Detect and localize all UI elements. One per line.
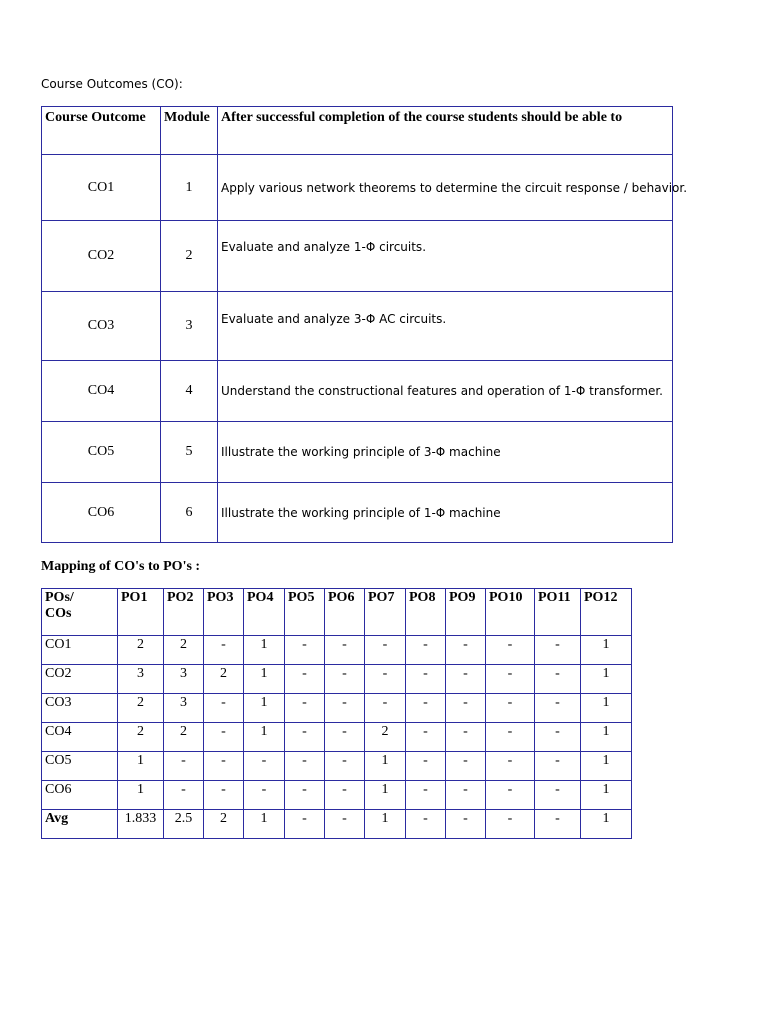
mapping-cell: 1 xyxy=(581,665,632,694)
mapping-cell: - xyxy=(446,636,486,665)
mapping-cell: - xyxy=(325,723,365,752)
co-label: CO4 xyxy=(42,361,161,422)
co-description: Evaluate and analyze 1-Φ circuits. xyxy=(218,221,673,292)
mapping-cell: 1 xyxy=(244,665,285,694)
header-po12: PO12 xyxy=(581,589,632,636)
mapping-cell: - xyxy=(486,781,535,810)
corner-header xyxy=(42,589,118,636)
mapping-cell: 1 xyxy=(581,723,632,752)
mapping-cell: - xyxy=(285,694,325,723)
mapping-cell: - xyxy=(446,752,486,781)
co-description: Illustrate the working principle of 1-Φ machine xyxy=(218,483,673,543)
mapping-row-label: CO2 xyxy=(42,665,118,694)
header-po10: PO10 xyxy=(486,589,535,636)
mapping-cell: 1 xyxy=(365,752,406,781)
mapping-cell: - xyxy=(285,636,325,665)
header-po3: PO3 xyxy=(204,589,244,636)
mapping-cell: 1 xyxy=(581,781,632,810)
mapping-cell: 1 xyxy=(244,694,285,723)
mapping-row xyxy=(42,781,632,810)
header-po11: PO11 xyxy=(535,589,581,636)
mapping-row xyxy=(42,752,632,781)
mapping-cell: - xyxy=(486,810,535,839)
mapping-cell: - xyxy=(406,665,446,694)
mapping-cell: - xyxy=(204,752,244,781)
mapping-body xyxy=(42,636,632,839)
header-po4: PO4 xyxy=(244,589,285,636)
mapping-cell: - xyxy=(204,781,244,810)
mapping-cell: - xyxy=(535,694,581,723)
mapping-row xyxy=(42,694,632,723)
co-row xyxy=(42,292,673,361)
mapping-cell: - xyxy=(325,636,365,665)
mapping-cell: - xyxy=(486,694,535,723)
mapping-cell: 3 xyxy=(164,694,204,723)
mapping-cell: - xyxy=(285,810,325,839)
mapping-cell: 2 xyxy=(118,723,164,752)
mapping-cell: 1.833 xyxy=(118,810,164,839)
mapping-cell: - xyxy=(535,636,581,665)
mapping-cell: - xyxy=(486,752,535,781)
mapping-cell: - xyxy=(204,636,244,665)
course-outcomes-table xyxy=(41,106,688,543)
mapping-cell: - xyxy=(325,752,365,781)
mapping-cell: - xyxy=(204,723,244,752)
mapping-cell: - xyxy=(325,781,365,810)
mapping-cell: - xyxy=(446,694,486,723)
co-label: CO1 xyxy=(42,155,161,221)
header-module: Module xyxy=(161,107,218,155)
page-title: Course Outcomes (CO): xyxy=(41,77,183,91)
mapping-cell: - xyxy=(535,665,581,694)
co-row xyxy=(42,155,673,221)
mapping-cell: 3 xyxy=(118,665,164,694)
co-module: 2 xyxy=(161,221,218,292)
co-table-header-row xyxy=(42,107,673,155)
mapping-cell: - xyxy=(285,781,325,810)
header-po5: PO5 xyxy=(285,589,325,636)
header-description: After successful completion of the course students should be able to xyxy=(218,107,673,155)
mapping-cell: - xyxy=(446,723,486,752)
co-row xyxy=(42,221,673,292)
co-description: Evaluate and analyze 3-Φ AC circuits. xyxy=(218,292,673,361)
mapping-cell: - xyxy=(446,810,486,839)
mapping-cell: 1 xyxy=(118,752,164,781)
co-description: Apply various network theorems to determine the circuit response / behavior. xyxy=(218,155,673,221)
mapping-row-label: CO5 xyxy=(42,752,118,781)
mapping-cell: - xyxy=(406,694,446,723)
mapping-cell: - xyxy=(365,665,406,694)
co-label: CO3 xyxy=(42,292,161,361)
mapping-cell: 1 xyxy=(581,636,632,665)
mapping-cell: - xyxy=(325,665,365,694)
mapping-cell: - xyxy=(285,752,325,781)
header-po7: PO7 xyxy=(365,589,406,636)
mapping-cell: - xyxy=(535,810,581,839)
mapping-cell: - xyxy=(535,781,581,810)
corner-header-line1: POs/ xyxy=(45,590,74,605)
mapping-cell: - xyxy=(325,810,365,839)
mapping-cell: 2.5 xyxy=(164,810,204,839)
mapping-row-label: CO6 xyxy=(42,781,118,810)
co-label: CO6 xyxy=(42,483,161,543)
mapping-cell: - xyxy=(446,781,486,810)
mapping-cell: - xyxy=(406,636,446,665)
co-row xyxy=(42,483,673,543)
mapping-cell: 1 xyxy=(244,810,285,839)
co-description: Illustrate the working principle of 3-Φ machine xyxy=(218,422,673,483)
co-description: Understand the constructional features and operation of 1-Φ transformer. xyxy=(218,361,673,422)
co-module: 1 xyxy=(161,155,218,221)
co-module: 3 xyxy=(161,292,218,361)
mapping-header-row xyxy=(42,589,632,636)
mapping-cell: - xyxy=(486,723,535,752)
mapping-cell: - xyxy=(406,810,446,839)
mapping-cell: - xyxy=(285,665,325,694)
co-row xyxy=(42,422,673,483)
mapping-cell: 1 xyxy=(244,723,285,752)
mapping-row xyxy=(42,636,632,665)
mapping-cell: 2 xyxy=(204,665,244,694)
mapping-cell: - xyxy=(244,752,285,781)
co-label: CO2 xyxy=(42,221,161,292)
mapping-cell: 1 xyxy=(118,781,164,810)
mapping-cell: - xyxy=(365,636,406,665)
mapping-cell: 2 xyxy=(118,694,164,723)
mapping-cell: 1 xyxy=(581,752,632,781)
co-po-mapping-table xyxy=(41,588,632,839)
mapping-title: Mapping of CO's to PO's : xyxy=(41,559,201,574)
co-module: 5 xyxy=(161,422,218,483)
mapping-cell: 2 xyxy=(164,636,204,665)
mapping-cell: - xyxy=(406,752,446,781)
mapping-cell: - xyxy=(406,723,446,752)
co-row xyxy=(42,361,673,422)
header-po2: PO2 xyxy=(164,589,204,636)
header-po1: PO1 xyxy=(118,589,164,636)
mapping-cell: - xyxy=(164,752,204,781)
mapping-cell: 1 xyxy=(581,810,632,839)
mapping-cell: - xyxy=(535,723,581,752)
mapping-cell: - xyxy=(446,665,486,694)
mapping-cell: - xyxy=(365,694,406,723)
mapping-cell: - xyxy=(535,752,581,781)
mapping-cell: 2 xyxy=(365,723,406,752)
mapping-cell: - xyxy=(406,781,446,810)
mapping-cell: - xyxy=(164,781,204,810)
mapping-cell: - xyxy=(204,694,244,723)
co-module: 6 xyxy=(161,483,218,543)
mapping-cell: 2 xyxy=(204,810,244,839)
mapping-cell: 2 xyxy=(118,636,164,665)
mapping-cell: 1 xyxy=(365,781,406,810)
mapping-cell: - xyxy=(285,723,325,752)
mapping-cell: 1 xyxy=(581,694,632,723)
mapping-row-label: CO3 xyxy=(42,694,118,723)
mapping-row-label: CO4 xyxy=(42,723,118,752)
mapping-cell: 1 xyxy=(244,636,285,665)
header-po6: PO6 xyxy=(325,589,365,636)
mapping-row xyxy=(42,723,632,752)
mapping-row xyxy=(42,665,632,694)
mapping-cell: - xyxy=(325,694,365,723)
mapping-cell: - xyxy=(486,636,535,665)
mapping-cell: 3 xyxy=(164,665,204,694)
mapping-cell: - xyxy=(486,665,535,694)
mapping-row-label: Avg xyxy=(42,810,118,839)
mapping-cell: 1 xyxy=(365,810,406,839)
mapping-row xyxy=(42,810,632,839)
header-po8: PO8 xyxy=(406,589,446,636)
corner-header-line2: COs xyxy=(45,606,72,621)
mapping-cell: 2 xyxy=(164,723,204,752)
co-label: CO5 xyxy=(42,422,161,483)
mapping-row-label: CO1 xyxy=(42,636,118,665)
co-module: 4 xyxy=(161,361,218,422)
header-po9: PO9 xyxy=(446,589,486,636)
mapping-cell: - xyxy=(244,781,285,810)
header-course-outcome: Course Outcome xyxy=(42,107,161,155)
